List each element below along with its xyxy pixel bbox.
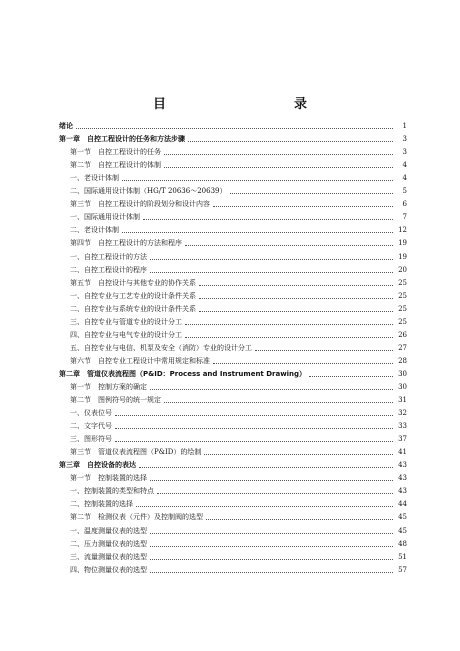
toc-entry[interactable]	[59, 353, 407, 366]
dot-leader	[143, 218, 393, 220]
dot-leader	[136, 505, 393, 507]
toc-entry[interactable]	[59, 470, 407, 483]
toc-entry-title: 第二节 检测仪表（元件）及控制阀的选型	[70, 513, 203, 522]
dot-leader	[185, 244, 393, 246]
toc-entry[interactable]	[59, 418, 407, 431]
toc-entry-page: 25	[398, 291, 407, 300]
toc-entry[interactable]	[59, 444, 407, 457]
dot-leader	[185, 336, 393, 338]
toc-entry[interactable]	[59, 301, 407, 314]
toc-entry-page: 25	[398, 304, 407, 313]
toc-entry-page: 25	[398, 317, 407, 326]
toc-entry[interactable]	[59, 222, 407, 235]
toc-entry-title: 第三节 自控工程设计的阶段划分和设计内容	[70, 200, 210, 209]
toc-entry-title: 二、文字代号	[70, 422, 112, 431]
toc-entry-title: 第五节 自控设计与其他专业的协作关系	[70, 278, 196, 287]
toc-entry-title: 二、自控专业与系统专业的设计条件关系	[70, 304, 196, 313]
toc-entry-title: 第三节 管道仪表流程图（P&ID）的绘制	[70, 448, 202, 457]
toc-entry-page: 41	[398, 448, 407, 457]
toc-entry-title: 第一节 控制方案的确定	[70, 382, 147, 391]
toc-entry-title: 三、自控专业与管道专业的设计分工	[70, 317, 182, 326]
toc-entry[interactable]	[59, 522, 407, 535]
toc-entry-page: 5	[402, 187, 407, 196]
dot-leader	[76, 127, 393, 129]
toc-entry-page: 25	[398, 278, 407, 287]
toc-list	[59, 118, 407, 575]
dot-leader	[150, 558, 393, 560]
dot-leader	[115, 440, 393, 442]
toc-entry-title: 四、物位测量仪表的选型	[70, 565, 147, 574]
toc-entry[interactable]	[59, 170, 407, 183]
toc-entry-title: 第三章 自控设备的表达	[59, 461, 136, 470]
dot-leader	[139, 466, 393, 468]
toc-entry-title: 三、流量测量仪表的选型	[70, 552, 147, 561]
dot-leader	[204, 453, 393, 455]
toc-entry-title: 第一节 自控工程设计的任务	[70, 148, 161, 157]
toc-entry[interactable]	[59, 144, 407, 157]
toc-entry-title: 二、自控工程设计的程序	[70, 265, 147, 274]
toc-entry[interactable]	[59, 157, 407, 170]
toc-entry-page: 30	[398, 369, 407, 378]
toc-entry-title: 三、图形符号	[70, 435, 112, 444]
dot-leader	[150, 479, 393, 481]
toc-entry-page: 37	[398, 435, 407, 444]
toc-entry-page: 4	[402, 174, 407, 183]
toc-entry[interactable]	[59, 314, 407, 327]
page-title: 目 录	[152, 97, 341, 112]
toc-entry-page: 28	[398, 356, 407, 365]
dot-leader	[199, 297, 393, 299]
toc-entry[interactable]	[59, 118, 407, 131]
toc-entry[interactable]	[59, 131, 407, 144]
toc-entry-title: 四、自控专业与电气专业的设计分工	[70, 330, 182, 339]
dot-leader	[206, 518, 393, 520]
toc-entry-title: 一、国际通用设计体制	[70, 213, 140, 222]
toc-entry-title: 第一章 自控工程设计的任务和方法步骤	[59, 135, 185, 144]
dot-leader	[164, 153, 393, 155]
toc-entry-title: 一、控制装置的类型和特点	[70, 487, 154, 496]
toc-entry[interactable]	[59, 536, 407, 549]
toc-entry-title: 二、压力测量仪表的选型	[70, 539, 147, 548]
toc-entry-page: 4	[402, 161, 407, 170]
toc-entry[interactable]	[59, 366, 407, 379]
dot-leader	[115, 427, 393, 429]
toc-entry[interactable]	[59, 509, 407, 522]
toc-entry-page: 20	[398, 265, 407, 274]
dot-leader	[164, 401, 393, 403]
toc-entry-title: 第二节 自控工程设计的体制	[70, 161, 161, 170]
dot-leader	[150, 545, 393, 547]
toc-entry-page: 48	[398, 539, 407, 548]
dot-leader	[157, 492, 393, 494]
toc-entry-page: 6	[402, 200, 407, 209]
toc-entry[interactable]	[59, 327, 407, 340]
toc-entry-title: 一、仪表位号	[70, 409, 112, 418]
dot-leader	[150, 388, 393, 390]
dot-leader	[150, 571, 393, 573]
toc-entry-page: 3	[402, 135, 407, 144]
toc-entry-page: 19	[398, 252, 407, 261]
toc-entry-page: 45	[398, 526, 407, 535]
toc-entry[interactable]	[59, 405, 407, 418]
toc-entry-page: 3	[402, 148, 407, 157]
toc-entry[interactable]	[59, 183, 407, 196]
toc-entry-title: 第六节 自控专业工程设计中常用规定和标准	[70, 356, 210, 365]
toc-entry[interactable]	[59, 235, 407, 248]
toc-entry[interactable]	[59, 288, 407, 301]
toc-entry-title: 一、自控工程设计的方法	[70, 252, 147, 261]
dot-leader	[213, 205, 393, 207]
toc-entry-title: 一、老设计体制	[70, 174, 119, 183]
toc-entry[interactable]	[59, 196, 407, 209]
toc-entry-title: 第一节 控制装置的选择	[70, 474, 147, 483]
toc-entry[interactable]	[59, 379, 407, 392]
toc-entry[interactable]	[59, 262, 407, 275]
toc-entry-page: 7	[402, 213, 407, 222]
toc-entry-title: 第四节 自控工程设计的方法和程序	[70, 239, 182, 248]
toc-entry-page: 43	[398, 461, 407, 470]
toc-entry-page: 57	[398, 565, 407, 574]
toc-entry-title: 二、控制装置的选择	[70, 500, 133, 509]
toc-entry-page: 43	[398, 474, 407, 483]
toc-entry[interactable]	[59, 340, 407, 353]
dot-leader	[185, 323, 393, 325]
dot-leader	[164, 166, 393, 168]
toc-entry[interactable]	[59, 549, 407, 562]
toc-entry[interactable]	[59, 275, 407, 288]
dot-leader	[309, 375, 393, 377]
dot-leader	[122, 231, 393, 233]
toc-entry-page: 43	[398, 487, 407, 496]
toc-entry-title: 绪论	[59, 122, 73, 131]
toc-entry-title: 一、自控专业与工艺专业的设计条件关系	[70, 291, 196, 300]
dot-leader	[188, 140, 393, 142]
toc-entry[interactable]	[59, 248, 407, 261]
toc-entry[interactable]	[59, 496, 407, 509]
dot-leader	[150, 532, 393, 534]
toc-entry-page: 32	[398, 409, 407, 418]
toc-entry-page: 30	[398, 382, 407, 391]
toc-entry-page: 31	[398, 396, 407, 405]
toc-entry-page: 19	[398, 239, 407, 248]
dot-leader	[255, 349, 393, 351]
dot-leader	[150, 258, 393, 260]
toc-entry[interactable]	[59, 431, 407, 444]
toc-entry-title: 二、国际通用设计体制（HG/T 20636～20639）	[70, 187, 227, 196]
dot-leader	[122, 179, 393, 181]
toc-entry-title: 一、温度测量仪表的选型	[70, 526, 147, 535]
dot-leader	[150, 271, 393, 273]
toc-entry-page: 33	[398, 422, 407, 431]
toc-entry-title: 二、老设计体制	[70, 226, 119, 235]
toc-entry-page: 51	[398, 552, 407, 561]
dot-leader	[199, 284, 393, 286]
toc-entry-title: 第二章 管道仪表流程图（P&ID：Process and Instrument Drawing）	[59, 369, 307, 378]
dot-leader	[230, 192, 394, 194]
toc-entry-page: 45	[398, 513, 407, 522]
dot-leader	[199, 310, 393, 312]
toc-entry-title: 第二节 图例符号的统一规定	[70, 396, 161, 405]
dot-leader	[213, 362, 393, 364]
toc-entry-page: 27	[398, 343, 407, 352]
dot-leader	[115, 414, 393, 416]
toc-entry[interactable]	[59, 209, 407, 222]
toc-entry[interactable]	[59, 483, 407, 496]
toc-entry[interactable]	[59, 392, 407, 405]
toc-entry-page: 44	[398, 500, 407, 509]
toc-entry-page: 1	[402, 122, 407, 131]
toc-entry[interactable]	[59, 457, 407, 470]
toc-entry-page: 12	[398, 226, 407, 235]
toc-entry[interactable]	[59, 562, 407, 575]
toc-entry-title: 五、自控专业与电信、机泵及安全（消防）专业的设计分工	[70, 343, 252, 352]
toc-entry-page: 26	[398, 330, 407, 339]
